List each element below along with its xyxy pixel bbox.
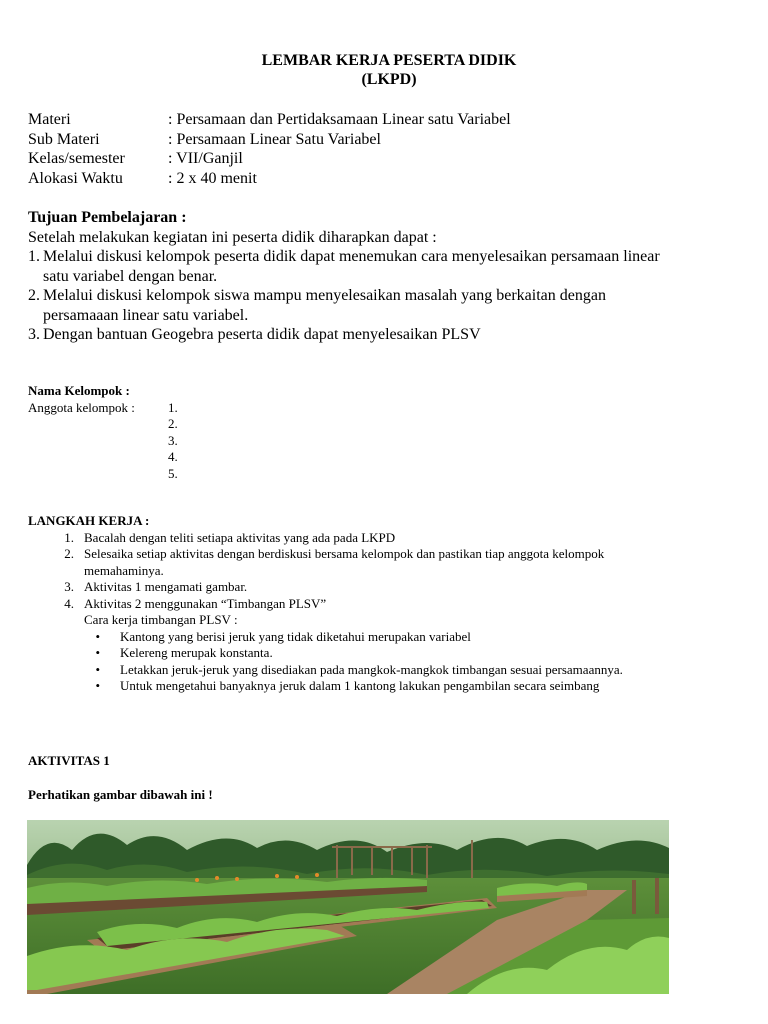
step-number: 1. — [64, 529, 74, 545]
info-value: : Persamaan Linear Satu Variabel — [168, 130, 381, 148]
list-item — [28, 546, 748, 563]
info-row-sub-materi — [28, 130, 748, 150]
aktivitas-instruction: Perhatikan gambar dibawah ini ! — [28, 787, 213, 802]
bullet-item — [28, 629, 748, 646]
tujuan-heading: Tujuan Pembelajaran : — [28, 209, 187, 226]
info-label: Materi — [28, 111, 71, 128]
member-number: 3. — [168, 432, 178, 448]
garden-image — [27, 820, 669, 994]
bullet-text: Untuk mengetahui banyaknya jeruk dalam 1 kantong lakukan pengambilan secara seimbang — [120, 678, 600, 693]
list-text-continued: persamaaan linear satu variabel. — [43, 306, 249, 324]
bullet-text: Kantong yang berisi jeruk yang tidak diketahui merupakan variabel — [120, 628, 471, 644]
bullet-item — [28, 662, 748, 679]
step-text: Selesaika setiap aktivitas dengan berdiskusi bersama kelompok dan pastikan tiap anggota kelompok — [84, 546, 605, 561]
step-number — [28, 563, 74, 580]
info-value: : VII/Ganjil — [168, 150, 243, 167]
info-value: : Persamaan dan Pertidaksamaan Linear satu Variabel — [168, 111, 511, 128]
steps-list — [28, 530, 748, 629]
list-text-continued: satu variabel dengan benar. — [43, 267, 218, 285]
bullet-text: Kelereng merupak konstanta. — [120, 645, 273, 660]
bullet-icon: • — [95, 678, 100, 693]
member-row — [28, 400, 428, 483]
member-number: 5. — [168, 465, 178, 481]
step-number: 3. — [64, 579, 74, 594]
document-title: LEMBAR KERJA PESERTA DIDIK — [261, 52, 517, 69]
info-row-kelas — [28, 149, 748, 169]
list-text: Dengan bantuan Geogebra peserta didik dapat menyelesaikan PLSV — [43, 326, 481, 343]
list-item — [28, 563, 748, 580]
bullet-icon: • — [95, 628, 100, 644]
list-item — [28, 325, 753, 345]
kelompok-section — [28, 383, 428, 482]
bullet-text: Letakkan jeruk-jeruk yang disediakan pada mangkok-mangkok timbangan sesuai persamaannya. — [120, 661, 623, 677]
list-text: Melalui diskusi kelompok peserta didik dapat menemukan cara menyelesaikan persamaan linear — [43, 248, 660, 265]
info-value: : 2 x 40 menit — [168, 169, 257, 187]
info-label: Sub Materi — [28, 130, 100, 148]
list-number: 1. — [28, 248, 40, 265]
list-item — [28, 247, 753, 286]
info-row-alokasi — [28, 169, 748, 189]
tujuan-section — [28, 208, 753, 345]
list-item — [28, 596, 748, 613]
step-number — [28, 612, 74, 629]
list-item — [28, 286, 753, 325]
document-subtitle: (LKPD) — [361, 71, 417, 88]
member-number: 1. — [168, 399, 178, 415]
step-number: 2. — [64, 546, 74, 561]
bullet-item — [28, 678, 748, 695]
list-item — [28, 579, 748, 596]
bullet-list — [28, 629, 748, 695]
info-label: Alokasi Waktu — [28, 169, 123, 187]
list-number: 3. — [28, 326, 40, 343]
langkah-heading: LANGKAH KERJA : — [28, 513, 150, 528]
bullet-icon: • — [95, 645, 100, 660]
tujuan-intro: Setelah melakukan kegiatan ini peserta didik diharapkan dapat : — [28, 228, 437, 246]
list-item — [28, 530, 748, 547]
step-text: Bacalah dengan teliti setiapa aktivitas yang ada pada LKPD — [84, 529, 396, 545]
step-number: 4. — [64, 595, 74, 611]
step-text: Aktivitas 1 mengamati gambar. — [84, 579, 248, 594]
member-number-list — [168, 400, 178, 483]
garden-illustration — [27, 820, 669, 994]
info-block — [28, 110, 748, 188]
step-text: Cara kerja timbangan PLSV : — [84, 612, 238, 627]
nama-kelompok-label: Nama Kelompok : — [28, 383, 130, 398]
info-row-materi — [28, 110, 748, 130]
list-number: 2. — [28, 287, 40, 304]
tujuan-list — [28, 247, 753, 345]
member-number: 2. — [168, 416, 178, 431]
member-number: 4. — [168, 449, 178, 464]
langkah-section — [28, 513, 748, 695]
fence-post — [655, 878, 659, 914]
aktivitas-heading: AKTIVITAS 1 — [28, 753, 110, 768]
bullet-item — [28, 645, 748, 662]
step-text: memahaminya. — [84, 562, 164, 578]
bullet-icon: • — [95, 661, 100, 677]
fence-post — [632, 880, 636, 914]
step-text: Aktivitas 2 menggunakan “Timbangan PLSV” — [84, 595, 327, 611]
list-item — [28, 612, 748, 629]
anggota-label: Anggota kelompok : — [28, 399, 135, 415]
info-label: Kelas/semester — [28, 150, 125, 167]
list-text: Melalui diskusi kelompok siswa mampu menyelesaikan masalah yang berkaitan dengan — [43, 287, 606, 304]
